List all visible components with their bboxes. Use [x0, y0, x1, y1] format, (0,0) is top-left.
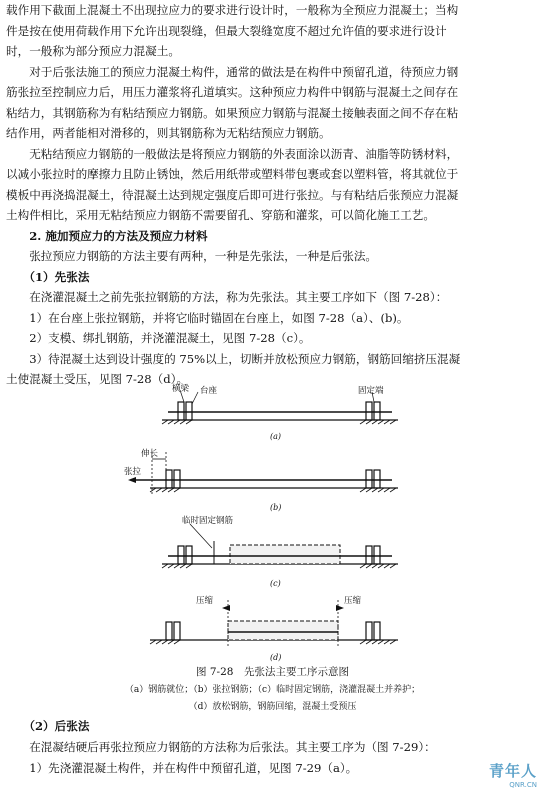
text-line: （1）先张法 [6, 269, 90, 284]
text-line: 筋张拉至控制应力后，用压力灌浆将孔道填实。这种预应力构件中钢筋与混凝土之间存在 [6, 85, 459, 99]
text-line: 张拉预应力钢筋的方法主要有两种，一种是先张法，一种是后张法。 [6, 249, 378, 263]
sublabel-b: (b) [270, 503, 282, 512]
text-line: 结作用，两者能相对滑移的，则其钢筋称为无粘结预应力钢筋。 [6, 126, 331, 140]
text-line: 1）在台座上张拉钢筋，并将它临时锚固在台座上，如图 7-28（a）、(b)。 [6, 310, 409, 325]
label-zhangla: 张拉 [124, 467, 142, 477]
text-line: 件是按在使用荷载作用下允许出现裂缝，但最大裂缝宽度不超过允许值的要求进行设计 [6, 23, 447, 38]
text-line: 对于后张法施工的预应力混凝土构件，通常的做法是在构件中预留孔道，待预应力钢 [6, 64, 459, 79]
text-line: 在浇灌混凝土之前先张拉钢筋的方法，称为先张法。其主要工序如下（图 7-28）： [6, 290, 448, 304]
text-line: 在混凝结硬后再张拉预应力钢筋的方法称为后张法。其主要工序为（图 7-29）： [6, 740, 436, 754]
stage-c [162, 515, 398, 588]
label-hengliang: 横梁 [172, 384, 190, 394]
text-line: 1）先浇灌混凝土构件，并在构件中预留孔道，见图 7-29（a）。 [6, 761, 358, 775]
text-line: 以减小张拉时的摩擦力且防止锈蚀，然后用纸带或塑料带包裹或套以塑料管，将其就位于 [6, 167, 459, 181]
sublabel-c: (c) [270, 579, 281, 588]
watermark-url: QNR.CN [509, 781, 537, 789]
text-line: 3）待混凝土达到设计强度的 75%以上，切断并放松预应力钢筋，钢筋回缩挤压混凝 [6, 351, 461, 366]
figure-title: 图 7-28 先张法主要工序示意图 [196, 666, 349, 678]
text-line: 土使混凝土受压，见图 7-28（d）。 [6, 372, 189, 386]
text-line: （2）后张法 [6, 719, 90, 733]
text-line: 粘结力，其钢筋称为有粘结预应力钢筋。如果预应力钢筋与混凝土接触表面之间不存在粘 [6, 105, 459, 120]
label-linshi: 临时固定钢筋 [182, 516, 234, 526]
sublabel-a: (a) [270, 432, 282, 441]
figure-caption-2: （d）放松钢筋，钢筋回缩，混凝土受预压 [188, 702, 357, 712]
text-line: 2）支模、绑扎钢筋，并浇灌混凝土，见图 7-28（c）。 [6, 331, 311, 345]
stage-a [162, 383, 398, 441]
watermark [489, 760, 537, 789]
text-line: 载作用下截面上混凝土不出现拉应力的要求进行设计时，一般称为全预应力混凝土；当构 [6, 3, 459, 17]
label-shenchang: 伸长 [141, 449, 159, 459]
label-guding: 固定端 [358, 386, 384, 396]
figure-caption-1: （a）钢筋就位；（b）张拉钢筋；（c）临时固定钢筋，浇灌混凝土并养护； [124, 685, 421, 695]
text-line: 2. 施加预应力的方法及预应力材料 [6, 228, 208, 243]
sublabel-d: (d) [270, 653, 282, 662]
text-line: 无粘结预应力钢筋的一般做法是将预应力钢筋的外表面涂以沥青、油脂等防锈材料， [6, 146, 459, 161]
text-line: 时，一般称为部分预应力混凝土。 [6, 44, 180, 58]
text-line: 土构件相比，采用无粘结预应力钢筋不需要留孔、穿筋和灌浆，可以简化施工工艺。 [6, 208, 435, 222]
watermark-name: 青年人 [488, 762, 537, 780]
text-line: 模板中再浇捣混凝土，待混凝土达到规定强度后即可进行张拉。与有粘结后张预应力混凝 [6, 187, 459, 202]
label-taizuo: 台座 [200, 386, 218, 396]
stage-b [124, 448, 398, 512]
label-yasuo-left: 压缩 [196, 596, 214, 606]
label-yasuo-right: 压缩 [344, 596, 362, 606]
stage-d [150, 595, 398, 662]
